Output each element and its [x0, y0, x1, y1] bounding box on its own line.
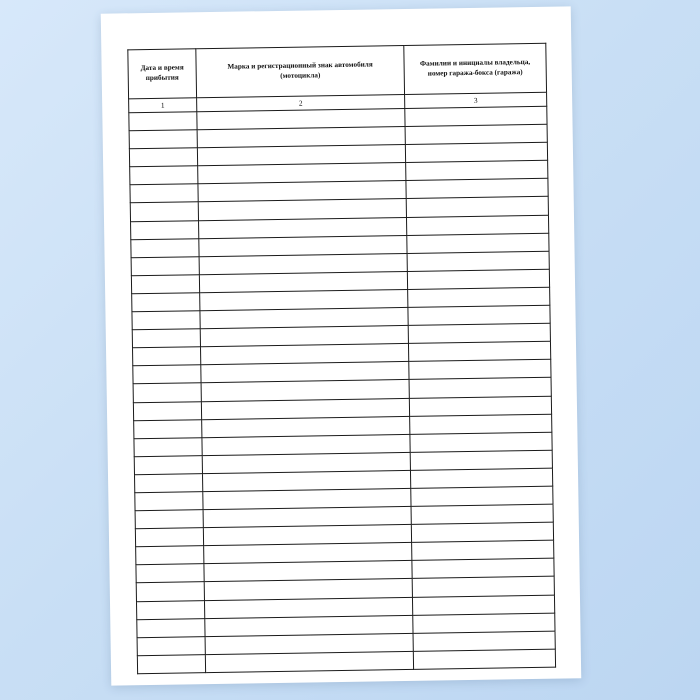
table-cell[interactable]	[405, 124, 547, 144]
table-header-row	[128, 43, 547, 99]
table-cell[interactable]	[410, 468, 552, 488]
table-cell[interactable]	[405, 142, 547, 162]
column-number-1: 1	[129, 98, 197, 113]
column-number-3: 3	[405, 92, 547, 108]
table-cell[interactable]	[412, 577, 554, 597]
table-cell[interactable]	[133, 401, 201, 420]
table-cell[interactable]	[407, 233, 549, 253]
table-cell[interactable]	[136, 546, 204, 565]
column-header-arrival-datetime	[128, 49, 197, 99]
table-cell[interactable]	[137, 654, 205, 673]
table-cell[interactable]	[130, 166, 198, 185]
table-cell[interactable]	[406, 215, 548, 235]
table-cell[interactable]	[131, 238, 199, 257]
table-cell[interactable]	[409, 396, 551, 416]
table-cell[interactable]	[411, 486, 553, 506]
table-cell[interactable]	[412, 559, 554, 579]
table-cell[interactable]	[129, 130, 197, 149]
table-cell[interactable]	[413, 613, 555, 633]
registration-table	[127, 43, 556, 674]
table-cell[interactable]	[136, 582, 204, 601]
table-cell[interactable]	[409, 360, 551, 380]
table-cell[interactable]	[136, 564, 204, 583]
table-cell[interactable]	[405, 106, 547, 126]
table-cell[interactable]	[407, 269, 549, 289]
column-header-line-1: Марка и регистрационный знак автомобиля	[227, 60, 373, 72]
table-cell[interactable]	[133, 365, 201, 384]
table-cell[interactable]	[408, 305, 550, 325]
table-cell[interactable]	[408, 287, 550, 307]
column-header-line-2: прибытия	[145, 73, 179, 83]
table-cell[interactable]	[129, 112, 197, 131]
column-header-line-1: Фамилии и инициалы владельца,	[419, 58, 531, 69]
table-cell[interactable]	[412, 540, 554, 560]
table-cell[interactable]	[134, 419, 202, 438]
table-head	[128, 43, 547, 113]
table-cell[interactable]	[408, 341, 550, 361]
table-cell[interactable]	[132, 311, 200, 330]
column-header-line-2: (мотоцикла)	[280, 71, 321, 80]
table-cell[interactable]	[137, 636, 205, 655]
column-header-owner-garage	[404, 43, 547, 94]
table-cell[interactable]	[133, 383, 201, 402]
table-cell[interactable]	[131, 220, 199, 239]
table-cell[interactable]	[134, 474, 202, 493]
table-cell[interactable]	[134, 437, 202, 456]
table-cell[interactable]	[205, 651, 413, 672]
table-cell[interactable]	[410, 432, 552, 452]
table-cell[interactable]	[412, 595, 554, 615]
table-cell[interactable]	[131, 256, 199, 275]
table-cell[interactable]	[134, 455, 202, 474]
table-cell[interactable]	[411, 522, 553, 542]
table-cell[interactable]	[136, 600, 204, 619]
column-header-line-2: номер гаража-бокса (гаража)	[427, 68, 523, 78]
column-header-line-1: Дата и время	[140, 63, 184, 73]
table-body	[129, 106, 556, 673]
table-cell[interactable]	[407, 251, 549, 271]
column-header-vehicle-make-plate	[196, 45, 405, 97]
table-cell[interactable]	[406, 179, 548, 199]
table-cell[interactable]	[132, 293, 200, 312]
registration-table-wrapper	[127, 43, 555, 674]
table-cell[interactable]	[411, 504, 553, 524]
table-cell[interactable]	[413, 631, 555, 651]
table-cell[interactable]	[406, 161, 548, 181]
column-number-2: 2	[197, 94, 405, 111]
table-cell[interactable]	[406, 197, 548, 217]
table-cell[interactable]	[413, 649, 555, 669]
table-cell[interactable]	[135, 528, 203, 547]
table-cell[interactable]	[135, 492, 203, 511]
table-cell[interactable]	[408, 323, 550, 343]
table-cell[interactable]	[130, 184, 198, 203]
table-cell[interactable]	[132, 329, 200, 348]
table-cell[interactable]	[129, 148, 197, 167]
table-cell[interactable]	[409, 378, 551, 398]
document-page	[101, 6, 581, 685]
table-cell[interactable]	[131, 275, 199, 294]
table-cell[interactable]	[130, 202, 198, 221]
table-cell[interactable]	[133, 347, 201, 366]
table-cell[interactable]	[137, 618, 205, 637]
table-cell[interactable]	[410, 450, 552, 470]
table-cell[interactable]	[410, 414, 552, 434]
table-cell[interactable]	[135, 510, 203, 529]
